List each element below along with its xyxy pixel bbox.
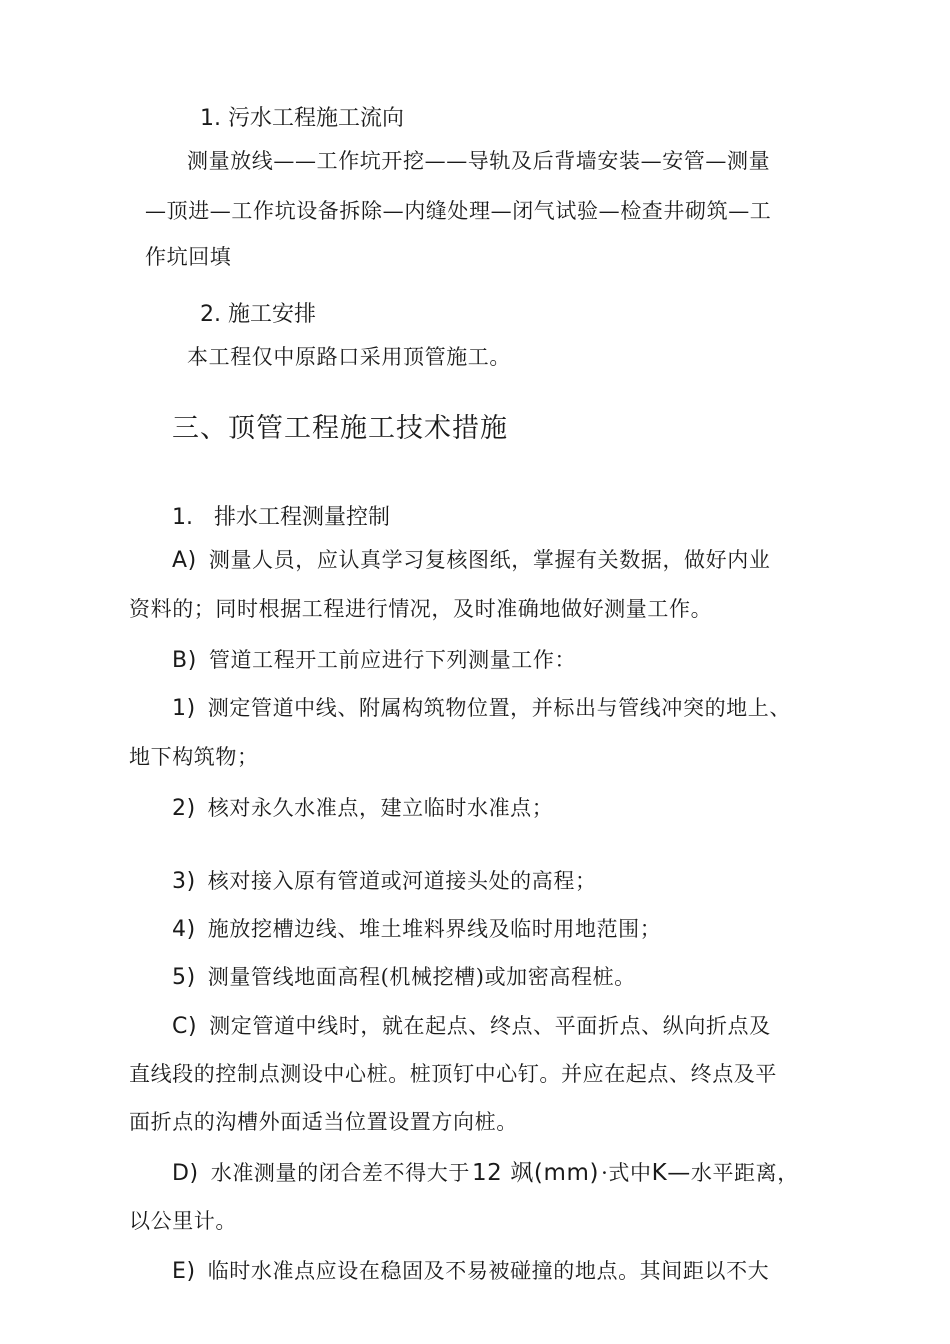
item-marker: 1) [172, 696, 196, 721]
item-text: 测定管道中线、附属构筑物位置，并标出与管线冲突的地上、 [207, 696, 791, 720]
item-b1-line1 [172, 693, 791, 724]
item-text: 核对永久水准点，建立临时水准点； [207, 796, 554, 820]
item-a-line1 [172, 545, 770, 576]
item-text: 测定管道中线时，就在起点、终点、平面折点、纵向折点及 [209, 1014, 771, 1038]
paragraph-line: 本工程仅中原路口采用顶管施工。 [187, 345, 511, 369]
item-b1-line2: 地下构筑物； [129, 745, 259, 769]
subsection-title: 排水工程测量控制 [214, 505, 391, 530]
item-marker: 4) [172, 917, 196, 942]
item-marker: C) [172, 1014, 198, 1039]
item-text: 测量人员，应认真学习复核图纸，掌握有关数据，做好内业 [208, 548, 771, 572]
item-marker: 3) [172, 869, 196, 894]
item-e [172, 1256, 769, 1287]
item-text: 测量管线地面高程(机械挖槽)或加密高程桩。 [207, 965, 636, 989]
item-d-line1 [172, 1158, 799, 1189]
item-c-line2: 直线段的控制点测设中心桩。桩顶钉中心钉。并应在起点、终点及平 [129, 1062, 777, 1086]
paragraph-line: 作坑回填 [145, 245, 232, 269]
item-marker: 2) [172, 796, 196, 821]
item-text: 水平距离， [690, 1161, 799, 1185]
item-marker: 5) [172, 965, 196, 990]
item-text: 临时水准点应设在稳固及不易被碰撞的地点。其间距以不大 [207, 1259, 770, 1283]
item-c-line1 [172, 1011, 771, 1042]
item-a-line2: 资料的；同时根据工程进行情况，及时准确地做好测量工作。 [129, 597, 713, 621]
section-heading-arrangement: 2. 施工安排 [200, 302, 316, 327]
subsection-heading [172, 503, 390, 533]
item-text: ·式中 [601, 1161, 652, 1185]
formula-text: 12 飒(mm) [471, 1160, 600, 1186]
item-marker: E) [172, 1259, 196, 1284]
item-text: 核对接入原有管道或河道接头处的高程； [207, 869, 597, 893]
item-d-line2: 以公里计。 [129, 1209, 237, 1233]
variable-k: K— [651, 1160, 691, 1186]
item-text: 管道工程开工前应进行下列测量工作： [208, 648, 577, 672]
item-b2 [172, 793, 553, 824]
section-heading-flow: 1. 污水工程施工流向 [200, 106, 404, 131]
paragraph-line: 测量放线——工作坑开挖——导轨及后背墙安装—安管—测量 [187, 149, 771, 173]
item-b5 [172, 962, 636, 993]
chapter-heading: 三、顶管工程施工技术措施 [172, 413, 508, 444]
item-b3 [172, 866, 597, 897]
subsection-number: 1. [172, 505, 193, 530]
item-b4 [172, 914, 661, 945]
item-marker: D) [172, 1161, 199, 1186]
item-marker: A) [172, 548, 197, 573]
item-text: 水准测量的闭合差不得大于 [210, 1161, 470, 1185]
item-b [172, 645, 576, 676]
item-marker: B) [172, 648, 197, 673]
item-c-line3: 面折点的沟槽外面适当位置设置方向桩。 [129, 1110, 518, 1134]
item-text: 施放挖槽边线、堆土堆料界线及临时用地范围； [207, 917, 662, 941]
paragraph-line: —顶进—工作坑设备拆除—内缝处理—闭气试验—检查井砌筑—工 [145, 199, 772, 223]
